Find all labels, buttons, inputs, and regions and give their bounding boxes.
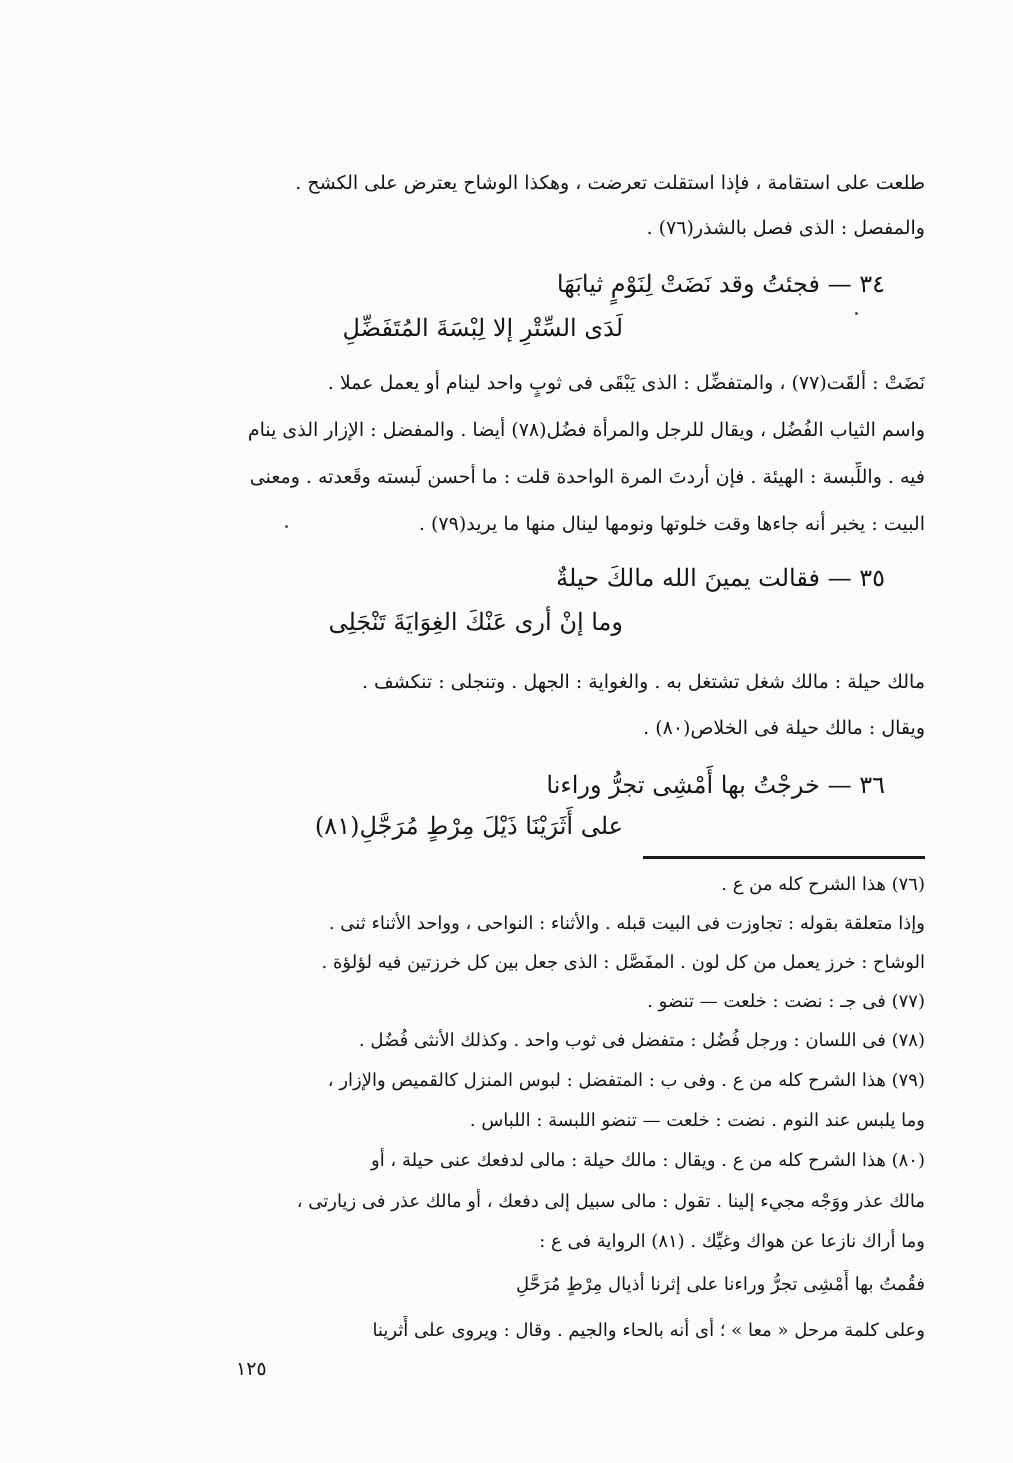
- footnote-line: (٧٨) فى اللسان : ورجل فُضُل : متفضل فى ثوب واحد . وكذلك الأنثى فُضُل .: [358, 1030, 925, 1051]
- footnote-line: (٧٧) فى جـ : نضت : خلعت — تنضو .: [647, 991, 925, 1012]
- commentary-line: فيه . واللِّبسة : الهيئة . فإن أردتَ المرة الواحدة قلت : ما أحسن لَبسته وقَعدته . ومعنى: [249, 466, 925, 488]
- commentary-line: مالك حيلة : مالك شغل تشتغل به . والغواية : الجهل . وتنجلى : تنكشف .: [361, 671, 925, 693]
- commentary-line: واسم الثياب الفُضُل ، ويقال للرجل والمرأة فضُل(٧٨) أيضا . والمفضل : الإزار الذى ينام: [247, 419, 925, 441]
- verse-36-second-hemistich: على أَثَرَيْنَا ذَيْلَ مِرْطٍ مُرَجَّلِ(٨١): [314, 812, 623, 840]
- verse-36-first-hemistich: ٣٦ — خرجْتُ بها أَمْشِى تجرُّ وراءنا: [546, 771, 885, 799]
- footnote-line: (٧٩) هذا الشرح كله من ع . وفى ب : المتفضل : لبوس المنزل كالقميص والإزار ،: [327, 1070, 925, 1091]
- footnote-line: فقُمتُ بها أَمْشِى تجرُّ وراءنا على إثرنا أذيال مِرْطٍ مُرَحَّلِ: [516, 1274, 925, 1295]
- commentary-line: البيت : يخبر أنه جاءها وقت خلوتها ونومها لينال منها ما يريد(٧٩) .: [418, 513, 925, 535]
- verse-35-first-hemistich: ٣٥ — فقالت يمينَ الله مالكَ حيلةٌ: [556, 564, 885, 592]
- scan-speck: [285, 525, 288, 528]
- verse-34-first-hemistich: ٣٤ — فجئتُ وقد نَضَتْ لِنَوْمٍ ثيابَهَا: [556, 270, 885, 298]
- verse-35-second-hemistich: وما إنْ أرى عَنْكَ الغِوَايَةَ تَنْجَلِى: [328, 608, 623, 636]
- footnote-line: (٨٠) هذا الشرح كله من ع . ويقال : مالك حيلة : مالى لدفعك عنى حيلة ، أو: [371, 1150, 925, 1171]
- footnote-line: مالك عذر ووَجْه مجيء إلينا . تقول : مالى سبيل إلى دفعك ، أو مالك عذر فى زيارتى ،: [296, 1191, 925, 1212]
- footnote-separator: [643, 856, 925, 859]
- commentary-line: نَضَتْ : ألقَت(٧٧) ، والمتفضِّل : الذى يَبْقَى فى ثوبٍ واحد لينام أو يعمل عملا .: [327, 372, 925, 394]
- body-line: طلعت على استقامة ، فإذا استقلت تعرضت ، وهكذا الوشاح يعترض على الكشح .: [295, 172, 925, 194]
- footnote-line: الوشاح : خرز يعمل من كل لون . المفَصَّل : الذى جعل بين كل خرزتين فيه لؤلؤة .: [321, 952, 925, 973]
- footnote-line: وما يلبس عند النوم . نضت : خلعت — تنضو اللبسة : اللباس .: [469, 1110, 925, 1131]
- body-line: والمفصل : الذى فصل بالشذر(٧٦) .: [646, 217, 925, 239]
- commentary-line: ويقال : مالك حيلة فى الخلاص(٨٠) .: [643, 717, 925, 739]
- footnote-line: وما أراك نازعا عن هواك وغيِّك . (٨١) الرواية فى ع :: [539, 1231, 925, 1252]
- footnote-line: (٧٦) هذا الشرح كله من ع .: [721, 874, 925, 895]
- footnote-line: وعلى كلمة مرحل « معا » ؛ أى أنه بالحاء والجيم . وقال : ويروى على أَثرينا: [372, 1320, 925, 1341]
- footnote-line: وإذا متعلقة بقوله : تجاوزت فى البيت قبله . والأثناء : النواحى ، وواحد الأثناء ثنى .: [328, 913, 925, 934]
- scan-speck: [855, 312, 858, 315]
- verse-34-second-hemistich: لَدَى السِّتْرِ إلا لِبْسَةَ المُتَفَضِّلِ: [342, 314, 623, 342]
- page-number: ١٢٥: [236, 1358, 267, 1380]
